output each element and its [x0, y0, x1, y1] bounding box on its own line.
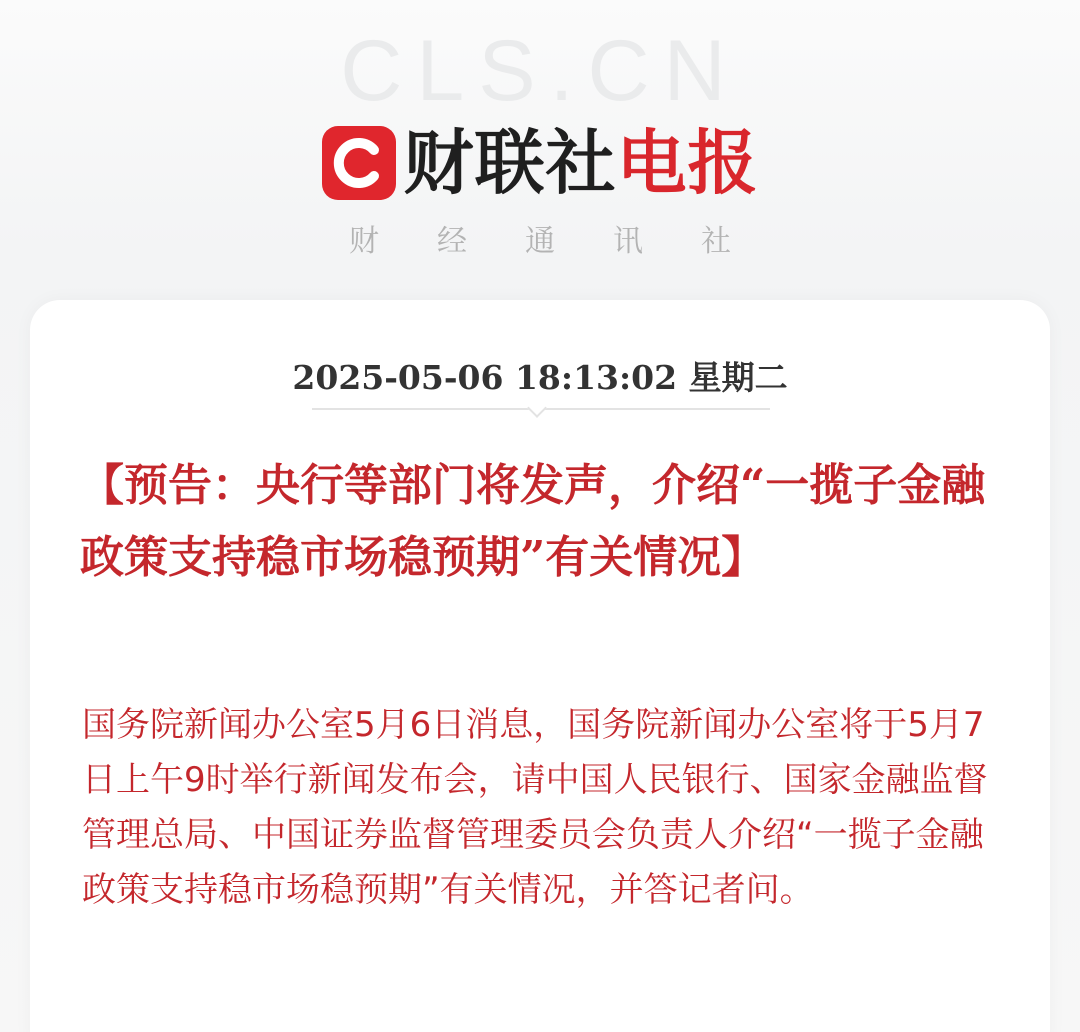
- article-headline: 【预告：央行等部门将发声，介绍“一揽子金融政策支持稳市场稳预期”有关情况】: [80, 460, 986, 583]
- brand-accent: 电报: [616, 122, 759, 204]
- tagline-char: 经: [437, 224, 467, 259]
- tagline-char: 讯: [613, 224, 643, 259]
- tagline-char: 财: [349, 224, 379, 259]
- brand-header: [0, 118, 1080, 208]
- tagline-char: 社: [701, 224, 731, 259]
- tagline: [0, 216, 1080, 260]
- watermark: CLS.CN: [340, 23, 740, 119]
- brand-name: 财联社: [403, 122, 617, 204]
- cls-c-logo-icon: [322, 126, 396, 200]
- article-datetime: 2025-05-06 18:13:02 星期二: [292, 358, 788, 397]
- tagline-char: 通: [525, 224, 555, 259]
- article-body: 国务院新闻办公室5月6日消息，国务院新闻办公室将于5月7日上午9时举行新闻发布会，请中国人民银行、国家金融监督管理总局、中国证券监督管理委员会负责人介绍“一揽子金融政策支持稳市场稳预期”有关情况，并答记者问。: [82, 705, 988, 910]
